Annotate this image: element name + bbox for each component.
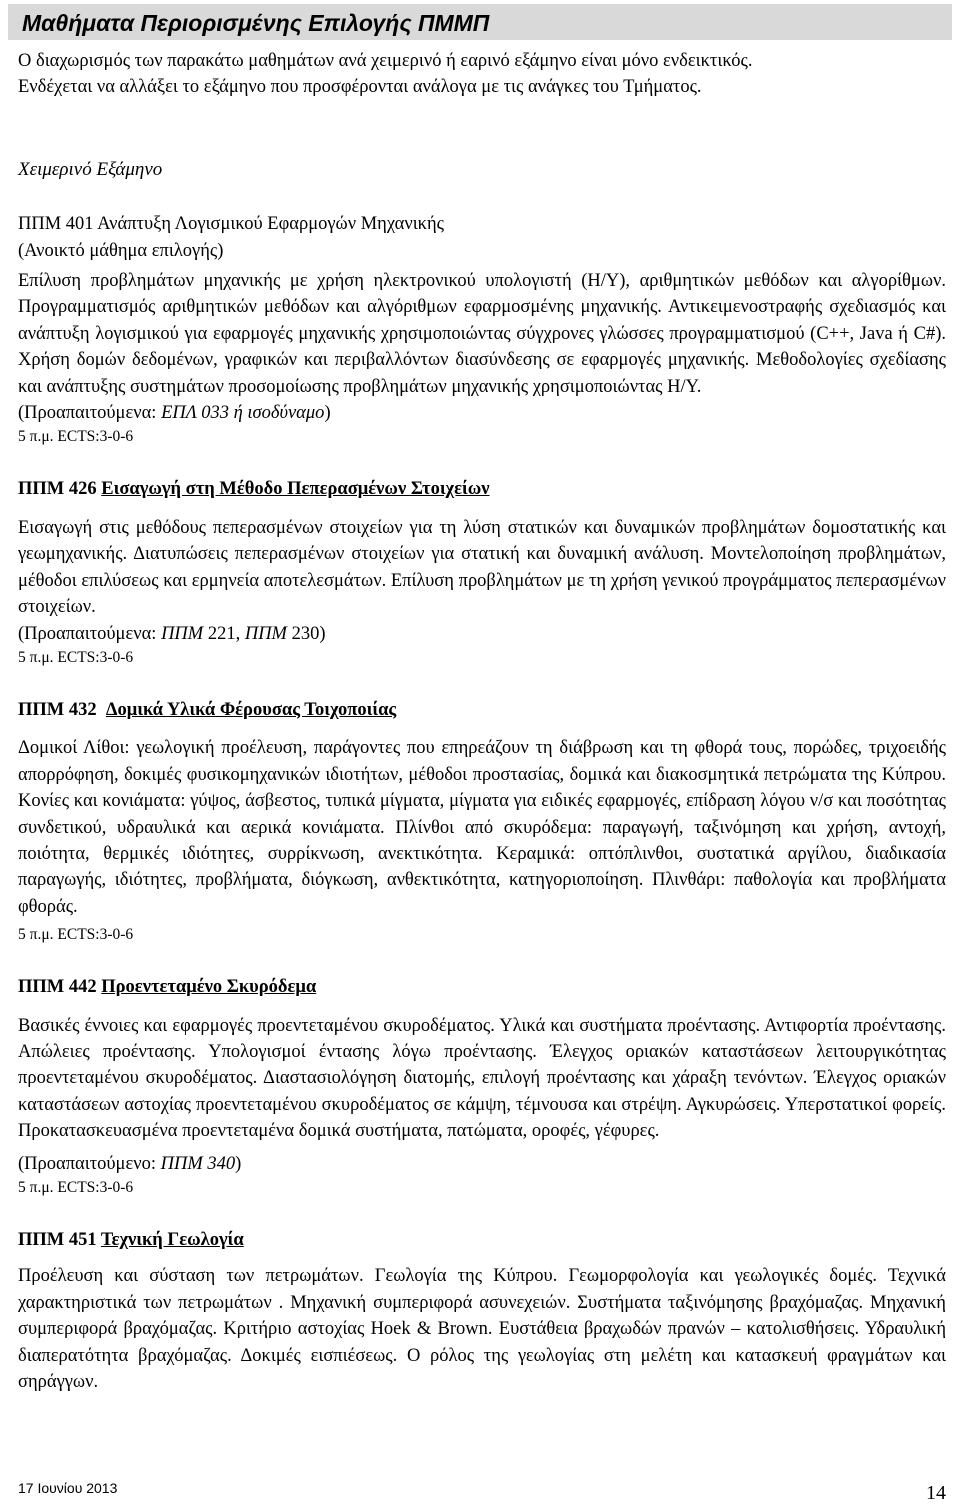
intro-line-2: Ενδέχεται να αλλάξει το εξάμηνο που προσφέρονται ανάλογα με τις ανάγκες του Τμήματος. bbox=[18, 77, 702, 98]
course-description: Επίλυση προβλημάτων μηχανικής με χρήση ηλεκτρονικού υπολογιστή (Η/Υ), αριθμητικών μεθόδων και αλγορίθμων. Προγραμματισμός αριθμητικών μεθόδων και αλγόριθμων εφαρμοσμένης μηχανικής. Αντικειμενοστραφής σχεδιασμός και ανάπτυξη λογισμικού για εφαρμογές μηχανικής χρησιμοποιώντας σύγχρονες γλώσσες προγραμματισμού (C++, Java ή C#). Χρήση δομών δεδομένων, γραφικών και περιβαλλόντων διασύνδεσης σε εφαρμογές μηχανικής. Μεθοδολογίες σχεδίασης και ανάπτυξης συστημάτων προσομοίωσης προβλημάτων μηχανικής χρησιμοποιώντας Η/Υ. bbox=[18, 271, 946, 397]
page-title: Μαθήματα Περιορισμένης Επιλογής ΠΜΜΠ bbox=[22, 10, 490, 36]
course-note: (Ανοικτό μάθημα επιλογής) bbox=[18, 240, 224, 261]
document-body bbox=[18, 48, 946, 1395]
page-number: 14 bbox=[926, 1482, 946, 1504]
course-description: Βασικές έννοιες και εφαρμογές προεντεταμένου σκυροδέματος. Υλικά και συστήματα προέντασης. Αντιφορτία προέντασης. Απώλειες προέντασης. Υπολογισμοί έντασης λόγω προέντασης. Έλεγχος οριακών καταστάσεων λειτουργικότητας προεντεταμένου σκυροδέματος. Διαστασιολόγηση διατομής, επιλογή προέντασης και χάραξη τενόντων. Έλεγχος οριακών καταστάσεων αστοχίας προεντεταμένου σκυροδέματος σε κάμψη, τέμνουσα και στρέψη. Αγκυρώσεις. Υπερστατικοί φορείς. Προκατασκευασμένα προεντεταμένα δομικά συστήματα, πατώματα, οροφές, γέφυρες. bbox=[18, 1015, 946, 1142]
course-description: Εισαγωγή στις μεθόδους πεπερασμένων στοιχείων για τη λύση στατικών και δυναμικών προβλημάτων δομοστατικής και γεωμηχανικής. Διατυπώσεις πεπερασμένων στοιχείων για στατική και δυναμική ανάλυση. Μοντελοποίηση προβλημάτων, μέθοδοι επιλύσεως και ερμηνεία αποτελεσμάτων. Επίλυση προβλημάτων με τη χρήση γενικού προγράμματος πεπερασμένων στοιχείων. bbox=[18, 517, 946, 618]
course-title: ΠΠΜ 451 Τεχνική Γεωλογία bbox=[18, 1230, 244, 1250]
course-title: ΠΠΜ 442 Προεντεταμένο Σκυρόδεμα bbox=[18, 977, 317, 998]
course-426 bbox=[18, 476, 946, 668]
footer-date: 17 Ιουνίου 2013 bbox=[18, 1480, 118, 1496]
course-credits: 5 π.μ. ECTS:3-0-6 bbox=[18, 926, 134, 944]
course-title: ΠΠΜ 401 Ανάπτυξη Λογισμικού Εφαρμογών Μηχανικής bbox=[18, 214, 444, 235]
course-prerequisites: (Προαπαιτούμενα: ΠΠΜ 221, ΠΠΜ 230) bbox=[18, 623, 326, 644]
course-title: ΠΠΜ 426 Εισαγωγή στη Μέθοδο Πεπερασμένων Στοιχείων bbox=[18, 479, 490, 500]
course-description: Δομικοί Λίθοι: γεωλογική προέλευση, παράγοντες που επηρεάζουν τη διάβρωση και τη φθορά τους, πορώδες, τριχοειδής απορρόφηση, δοκιμές φυσικομηχανικών ιδιοτήτων, μέθοδοι προστασίας, δομικά και διακοσμητικά πετρώματα της Κύπρου. Κονίες και κονιάματα: γύψος, άσβεστος, τυπικά μίγματα, μίγματα για ειδικές εφαρμογές, επίδραση λόγου ν/σ και ποσότητας συνδετικού, υδραυλικά και αερικά κονιάματα. Πλίνθοι από σκυρόδεμα: παραγωγή, ταξινόμηση και χρήση, αντοχή, ποιότητα, θερμικές ιδιότητες, συρρίκνωση, ανεκτικότητα. Κεραμικά: οπτόπλινθοι, συστατικά αργίλου, διαδικασία παραγωγής, ιδιότητες, προβλήματα, διόγκωση, ανθεκτικότητα, κατηγοριοποίηση. Πλινθάρι: παθολογία και προβλήματα φθοράς. bbox=[18, 738, 946, 917]
course-description: Προέλευση και σύσταση των πετρωμάτων. Γεωλογία της Κύπρου. Γεωμορφολογία και γεωλογικές δομές. Τεχνικά χαρακτηριστικά των πετρωμάτων . Μηχανική συμπεριφορά ασυνεχειών. Συστήματα ταξινόμησης βραχόμαζας. Μηχανική συμπεριφορά βραχόμαζας. Κριτήριο αστοχίας Hoek & Brown. Ευστάθεια βραχωδών πρανών – κατολισθήσεις. Υδραυλική διαπερατότητα βραχόμαζας. Δοκιμές εισπιέσεως. Ο ρόλος της γεωλογίας στη μελέτη και κατασκευή φραγμάτων και σηράγγων. bbox=[18, 1266, 946, 1393]
course-prerequisites: (Προαπαιτούμενο: ΠΠΜ 340) bbox=[18, 1153, 242, 1174]
course-432 bbox=[18, 697, 946, 946]
course-title: ΠΠΜ 432 Δομικά Υλικά Φέρουσας Τοιχοποιίας bbox=[18, 699, 397, 720]
course-credits: 5 π.μ. ECTS:3-0-6 bbox=[18, 428, 134, 446]
course-442 bbox=[18, 974, 946, 1199]
course-credits: 5 π.μ. ECTS:3-0-6 bbox=[18, 648, 134, 666]
intro-line-1: Ο διαχωρισμός των παρακάτω μαθημάτων ανά χειμερινό ή εαρινό εξάμηνο είναι μόνο ενδεικτικός. bbox=[18, 51, 753, 71]
page-header bbox=[8, 4, 952, 40]
course-prerequisites: (Προαπαιτούμενα: ΕΠΛ 033 ή ισοδύναμο) bbox=[18, 403, 331, 424]
semester-title: Χειμερινό Εξάμηνο bbox=[18, 158, 163, 180]
course-451 bbox=[18, 1227, 946, 1395]
course-credits: 5 π.μ. ECTS:3-0-6 bbox=[18, 1179, 134, 1196]
course-401 bbox=[18, 211, 946, 448]
